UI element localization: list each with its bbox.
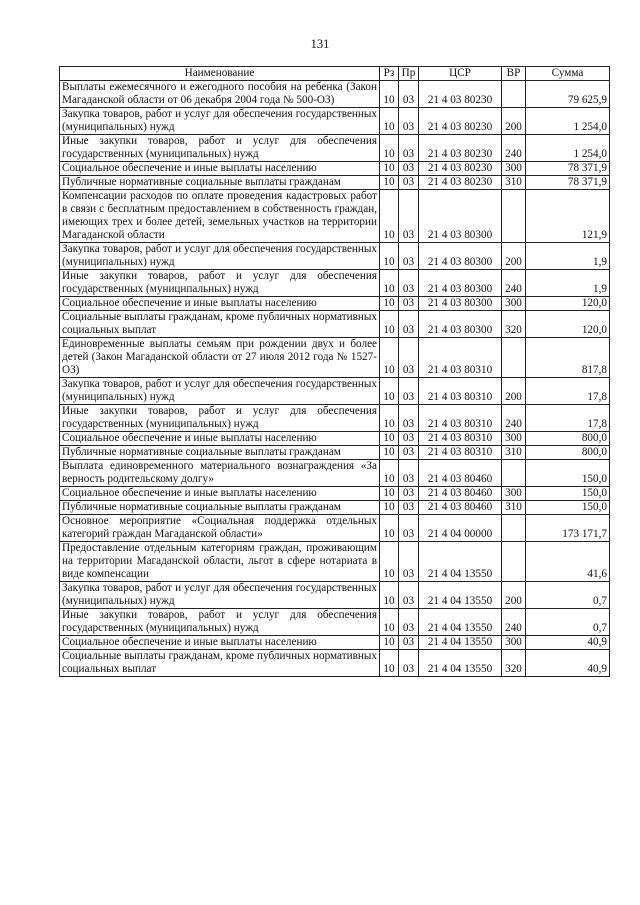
cell-sum: 1 254,0 — [526, 135, 610, 162]
table-row — [60, 460, 610, 487]
table-row — [60, 162, 610, 176]
cell-vr — [502, 460, 526, 487]
cell-pr: 03 — [399, 636, 419, 650]
cell-pr: 03 — [399, 270, 419, 297]
cell-rz: 10 — [380, 542, 399, 582]
cell-name: Выплаты ежемесячного и ежегодного пособия на ребенка (Закон Магаданской области от 06 декабря 2004 года № 500-ОЗ) — [60, 81, 380, 108]
cell-rz: 10 — [380, 338, 399, 378]
cell-vr: 300 — [502, 297, 526, 311]
cell-csr: 21 4 03 80230 — [419, 176, 502, 190]
cell-rz: 10 — [380, 432, 399, 446]
cell-vr: 320 — [502, 311, 526, 338]
table-row — [60, 636, 610, 650]
cell-vr: 300 — [502, 636, 526, 650]
cell-sum: 1,9 — [526, 270, 610, 297]
cell-sum: 800,0 — [526, 432, 610, 446]
header-sum: Сумма — [526, 67, 610, 81]
table-row — [60, 81, 610, 108]
cell-csr: 21 4 04 13550 — [419, 609, 502, 636]
cell-pr: 03 — [399, 432, 419, 446]
cell-pr: 03 — [399, 460, 419, 487]
cell-pr: 03 — [399, 176, 419, 190]
cell-rz: 10 — [380, 176, 399, 190]
cell-name: Социальное обеспечение и иные выплаты населению — [60, 487, 380, 501]
page-number: 131 — [310, 37, 330, 51]
cell-csr: 21 4 04 13550 — [419, 582, 502, 609]
cell-rz: 10 — [380, 650, 399, 677]
cell-csr: 21 4 03 80310 — [419, 446, 502, 460]
cell-sum: 800,0 — [526, 446, 610, 460]
header-rz: Рз — [380, 67, 399, 81]
table-row — [60, 650, 610, 677]
table-row — [60, 542, 610, 582]
table-row — [60, 515, 610, 542]
cell-vr: 300 — [502, 432, 526, 446]
cell-csr: 21 4 04 13550 — [419, 636, 502, 650]
cell-name: Публичные нормативные социальные выплаты гражданам — [60, 446, 380, 460]
cell-sum: 120,0 — [526, 297, 610, 311]
cell-pr: 03 — [399, 446, 419, 460]
cell-rz: 10 — [380, 636, 399, 650]
cell-pr: 03 — [399, 501, 419, 515]
cell-csr: 21 4 03 80230 — [419, 81, 502, 108]
cell-name: Закупка товаров, работ и услуг для обеспечения государственных (муниципальных) нужд — [60, 378, 380, 405]
cell-csr: 21 4 03 80300 — [419, 297, 502, 311]
cell-csr: 21 4 03 80230 — [419, 135, 502, 162]
table-row — [60, 270, 610, 297]
cell-pr: 03 — [399, 405, 419, 432]
header-vr: ВР — [502, 67, 526, 81]
cell-sum: 1 254,0 — [526, 108, 610, 135]
cell-sum: 41,6 — [526, 542, 610, 582]
table-row — [60, 190, 610, 243]
header-name: Наименование — [60, 67, 380, 81]
cell-name: Иные закупки товаров, работ и услуг для обеспечения государственных (муниципальных) нужд — [60, 609, 380, 636]
cell-vr: 310 — [502, 501, 526, 515]
table-row — [60, 405, 610, 432]
cell-sum: 17,8 — [526, 405, 610, 432]
cell-pr: 03 — [399, 243, 419, 270]
cell-name: Социальные выплаты гражданам, кроме публичных нормативных социальных выплат — [60, 311, 380, 338]
table-row — [60, 311, 610, 338]
cell-rz: 10 — [380, 190, 399, 243]
cell-pr: 03 — [399, 542, 419, 582]
cell-rz: 10 — [380, 135, 399, 162]
header-csr: ЦСР — [419, 67, 502, 81]
cell-vr — [502, 190, 526, 243]
cell-name: Социальные выплаты гражданам, кроме публичных нормативных социальных выплат — [60, 650, 380, 677]
cell-vr: 240 — [502, 405, 526, 432]
cell-csr: 21 4 03 80230 — [419, 162, 502, 176]
cell-vr — [502, 542, 526, 582]
cell-sum: 150,0 — [526, 501, 610, 515]
table-row — [60, 582, 610, 609]
cell-vr: 200 — [502, 108, 526, 135]
cell-csr: 21 4 03 80310 — [419, 405, 502, 432]
cell-sum: 817,8 — [526, 338, 610, 378]
cell-name: Социальное обеспечение и иные выплаты населению — [60, 297, 380, 311]
table-row — [60, 378, 610, 405]
cell-csr: 21 4 03 80310 — [419, 378, 502, 405]
cell-sum: 173 171,7 — [526, 515, 610, 542]
cell-csr: 21 4 03 80300 — [419, 190, 502, 243]
budget-table — [59, 66, 610, 677]
cell-rz: 10 — [380, 460, 399, 487]
cell-sum: 0,7 — [526, 582, 610, 609]
cell-pr: 03 — [399, 311, 419, 338]
cell-name: Закупка товаров, работ и услуг для обеспечения государственных (муниципальных) нужд — [60, 108, 380, 135]
cell-name: Социальное обеспечение и иные выплаты населению — [60, 162, 380, 176]
cell-sum: 0,7 — [526, 609, 610, 636]
cell-sum: 79 625,9 — [526, 81, 610, 108]
cell-rz: 10 — [380, 515, 399, 542]
cell-vr: 240 — [502, 609, 526, 636]
table-row — [60, 501, 610, 515]
cell-name: Иные закупки товаров, работ и услуг для обеспечения государственных (муниципальных) нужд — [60, 405, 380, 432]
cell-pr: 03 — [399, 582, 419, 609]
header-pr: Пр — [399, 67, 419, 81]
cell-name: Предоставление отдельным категориям граждан, проживающим на территории Магаданской области, льгот в сфере нотариата в виде компенсации — [60, 542, 380, 582]
cell-pr: 03 — [399, 162, 419, 176]
cell-vr: 200 — [502, 378, 526, 405]
cell-csr: 21 4 04 13550 — [419, 650, 502, 677]
table-row — [60, 176, 610, 190]
cell-csr: 21 4 04 00000 — [419, 515, 502, 542]
cell-sum: 150,0 — [526, 460, 610, 487]
table-row — [60, 297, 610, 311]
cell-name: Выплата единовременного материального вознаграждения «За верность родительскому долгу» — [60, 460, 380, 487]
cell-rz: 10 — [380, 311, 399, 338]
cell-csr: 21 4 03 80460 — [419, 487, 502, 501]
table-row — [60, 243, 610, 270]
cell-rz: 10 — [380, 81, 399, 108]
cell-vr — [502, 338, 526, 378]
table-row — [60, 487, 610, 501]
cell-vr: 240 — [502, 135, 526, 162]
cell-name: Закупка товаров, работ и услуг для обеспечения государственных (муниципальных) нужд — [60, 582, 380, 609]
table-row — [60, 135, 610, 162]
cell-name: Социальное обеспечение и иные выплаты населению — [60, 432, 380, 446]
cell-pr: 03 — [399, 515, 419, 542]
cell-pr: 03 — [399, 338, 419, 378]
cell-rz: 10 — [380, 162, 399, 176]
table-row — [60, 432, 610, 446]
cell-sum: 121,9 — [526, 190, 610, 243]
cell-csr: 21 4 04 13550 — [419, 542, 502, 582]
cell-csr: 21 4 03 80230 — [419, 108, 502, 135]
cell-sum: 150,0 — [526, 487, 610, 501]
cell-pr: 03 — [399, 487, 419, 501]
cell-pr: 03 — [399, 297, 419, 311]
cell-sum: 17,8 — [526, 378, 610, 405]
cell-sum: 120,0 — [526, 311, 610, 338]
cell-pr: 03 — [399, 108, 419, 135]
cell-name: Публичные нормативные социальные выплаты гражданам — [60, 176, 380, 190]
cell-csr: 21 4 03 80310 — [419, 338, 502, 378]
cell-pr: 03 — [399, 378, 419, 405]
cell-vr: 310 — [502, 176, 526, 190]
cell-sum: 40,9 — [526, 636, 610, 650]
table-body — [60, 81, 610, 677]
cell-pr: 03 — [399, 190, 419, 243]
cell-rz: 10 — [380, 487, 399, 501]
cell-csr: 21 4 03 80300 — [419, 270, 502, 297]
cell-vr — [502, 515, 526, 542]
cell-vr: 320 — [502, 650, 526, 677]
cell-rz: 10 — [380, 501, 399, 515]
cell-vr: 310 — [502, 446, 526, 460]
table-row — [60, 446, 610, 460]
cell-rz: 10 — [380, 582, 399, 609]
cell-rz: 10 — [380, 270, 399, 297]
cell-vr: 300 — [502, 162, 526, 176]
cell-vr: 240 — [502, 270, 526, 297]
cell-name: Единовременные выплаты семьям при рождении двух и более детей (Закон Магаданской области от 27 июля 2012 года № 1527-ОЗ) — [60, 338, 380, 378]
cell-name: Компенсации расходов по оплате проведения кадастровых работ в связи с бесплатным предоставлением в собственность граждан, имеющих трех и более детей, земельных участков на территории Магаданской области — [60, 190, 380, 243]
cell-rz: 10 — [380, 405, 399, 432]
cell-name: Иные закупки товаров, работ и услуг для обеспечения государственных (муниципальных) нужд — [60, 135, 380, 162]
cell-vr — [502, 81, 526, 108]
cell-rz: 10 — [380, 378, 399, 405]
cell-vr: 200 — [502, 243, 526, 270]
cell-csr: 21 4 03 80300 — [419, 243, 502, 270]
cell-csr: 21 4 03 80460 — [419, 501, 502, 515]
cell-pr: 03 — [399, 650, 419, 677]
cell-csr: 21 4 03 80300 — [419, 311, 502, 338]
cell-sum: 1,9 — [526, 243, 610, 270]
cell-pr: 03 — [399, 81, 419, 108]
table-row — [60, 609, 610, 636]
cell-name: Иные закупки товаров, работ и услуг для обеспечения государственных (муниципальных) нужд — [60, 270, 380, 297]
cell-sum: 78 371,9 — [526, 176, 610, 190]
cell-name: Закупка товаров, работ и услуг для обеспечения государственных (муниципальных) нужд — [60, 243, 380, 270]
cell-name: Социальное обеспечение и иные выплаты населению — [60, 636, 380, 650]
cell-pr: 03 — [399, 609, 419, 636]
cell-csr: 21 4 03 80310 — [419, 432, 502, 446]
table-row — [60, 338, 610, 378]
cell-rz: 10 — [380, 297, 399, 311]
cell-rz: 10 — [380, 446, 399, 460]
cell-name: Основное мероприятие «Социальная поддержка отдельных категорий граждан Магаданской области» — [60, 515, 380, 542]
table-row — [60, 108, 610, 135]
cell-rz: 10 — [380, 609, 399, 636]
cell-sum: 78 371,9 — [526, 162, 610, 176]
cell-vr: 200 — [502, 582, 526, 609]
cell-pr: 03 — [399, 135, 419, 162]
cell-vr: 300 — [502, 487, 526, 501]
cell-rz: 10 — [380, 243, 399, 270]
cell-rz: 10 — [380, 108, 399, 135]
table-header-row — [60, 67, 610, 81]
cell-sum: 40,9 — [526, 650, 610, 677]
cell-csr: 21 4 03 80460 — [419, 460, 502, 487]
cell-name: Публичные нормативные социальные выплаты гражданам — [60, 501, 380, 515]
